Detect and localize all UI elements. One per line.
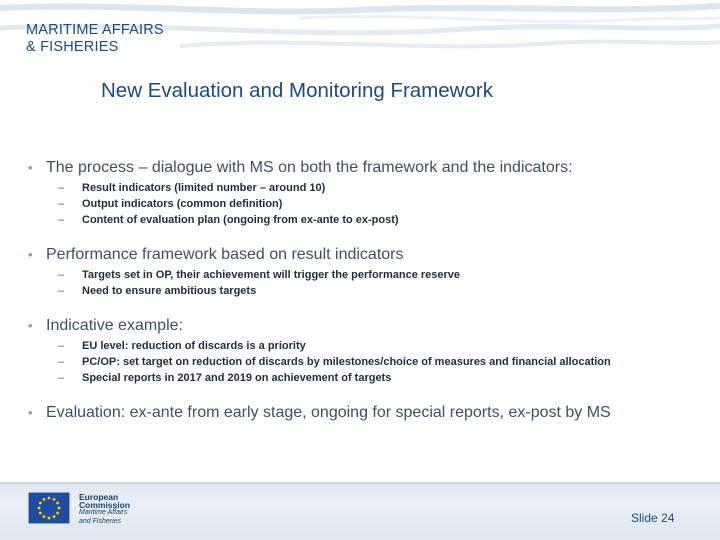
eu-star-icon	[39, 512, 42, 515]
logo-line-3: Maritime Affairs	[79, 509, 128, 517]
bullet-text: Indicative example:	[46, 317, 183, 334]
sub-bullet-text: Output indicators (common definition)	[82, 198, 283, 210]
bullet-text: Performance framework based on result indicators	[46, 246, 404, 263]
sub-bullet-item	[58, 196, 708, 212]
dash-icon: –	[58, 214, 65, 226]
european-commission-logo-text	[79, 493, 130, 526]
sub-bullet-text: EU level: reduction of discards is a priority	[82, 340, 306, 352]
slide-content	[28, 158, 708, 440]
sub-bullet-text: Result indicators (limited number – around 10)	[82, 182, 326, 194]
eu-star-icon	[39, 502, 42, 505]
slide-number: Slide 24	[631, 511, 675, 525]
sub-bullet-text: Content of evaluation plan (ongoing from ex-ante to ex-post)	[82, 214, 399, 226]
bullet-item	[28, 316, 708, 336]
sub-bullet-text: Special reports in 2017 and 2019 on achievement of targets	[82, 372, 392, 384]
eu-star-icon	[43, 498, 46, 501]
eu-star-icon	[53, 515, 56, 518]
bullet-text: The process – dialogue with MS on both the framework and the indicators:	[46, 159, 573, 176]
dash-icon: –	[58, 198, 65, 210]
bullet-dot-icon: •	[28, 160, 33, 175]
bullet-dot-icon: •	[28, 318, 33, 333]
bullet-group	[28, 403, 708, 423]
bullet-group	[28, 158, 708, 228]
sub-bullet-item	[58, 370, 708, 386]
eu-star-icon	[48, 497, 51, 500]
dash-icon: –	[58, 372, 65, 384]
bullet-dot-icon: •	[28, 247, 33, 262]
brand-line-2: & FISHERIES	[26, 39, 119, 55]
eu-star-icon	[53, 498, 56, 501]
sub-bullet-item	[58, 283, 708, 299]
sub-bullet-text: PC/OP: set target on reduction of discards by milestones/choice of measures and financial allocation	[82, 356, 611, 368]
dash-icon: –	[58, 340, 65, 352]
sub-bullet-item	[58, 180, 708, 196]
slide-title: New Evaluation and Monitoring Framework	[101, 79, 493, 102]
eu-star-icon	[48, 517, 51, 520]
dash-icon: –	[58, 182, 65, 194]
eu-star-icon	[58, 507, 61, 510]
eu-star-icon	[56, 502, 59, 505]
sub-bullet-item	[58, 338, 708, 354]
sub-bullet-item	[58, 212, 708, 228]
eu-star-icon	[43, 515, 46, 518]
sub-bullet-list	[28, 338, 708, 386]
eu-star-icon	[56, 512, 59, 515]
dash-icon: –	[58, 269, 65, 281]
dash-icon: –	[58, 285, 65, 297]
bullet-group	[28, 245, 708, 299]
sub-bullet-item	[58, 267, 708, 283]
eu-flag-icon	[28, 492, 70, 524]
sub-bullet-list	[28, 267, 708, 299]
logo-line-2: Commission	[79, 500, 131, 511]
brand-line-1: MARITIME AFFAIRS	[26, 22, 164, 38]
bullet-item	[28, 403, 708, 423]
logo-line-4: and Fisheries	[79, 517, 122, 525]
sub-bullet-item	[58, 354, 708, 370]
bullet-item	[28, 245, 708, 265]
bullet-group	[28, 316, 708, 386]
sub-bullet-list	[28, 180, 708, 228]
sub-bullet-text: Need to ensure ambitious targets	[82, 285, 257, 297]
logo-line-1: European	[79, 492, 119, 502]
bullet-dot-icon: •	[28, 405, 33, 420]
dg-mare-brand	[26, 22, 164, 56]
eu-star-icon	[38, 507, 41, 510]
bullet-item	[28, 158, 708, 178]
bullet-text: Evaluation: ex-ante from early stage, ongoing for special reports, ex-post by MS	[46, 404, 611, 421]
dash-icon: –	[58, 356, 65, 368]
sub-bullet-text: Targets set in OP, their achievement will trigger the performance reserve	[82, 269, 461, 281]
